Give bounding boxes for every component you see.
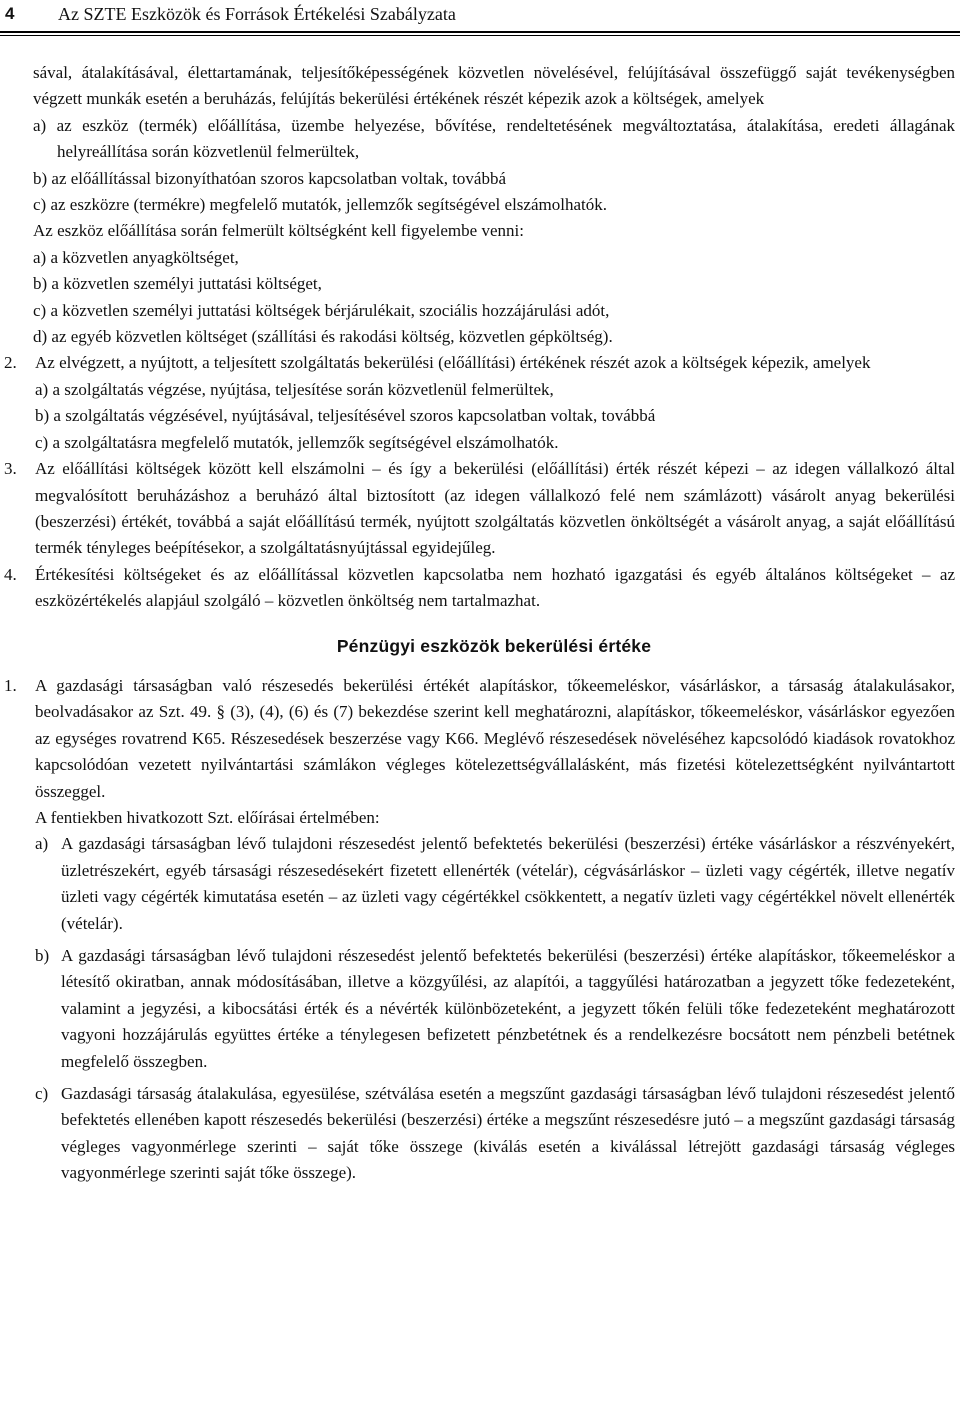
section-item-a-text: A gazdasági társaságban lévő tulajdoni részesedést jelentő befektetés bekerülési (beszerzési) értéke vásárláskor a részvényekért, üzletrészekért, egyéb társasági részesedésekért fizetett ellenérték (vételár), cégvásárláskor – üzleti vagy cégérték, illetve negatív üzleti vagy cégérték kimutatása esetén – az üzleti vagy cégértékkel csökkentett, a negatív üzleti vagy cégértékkel növelt ellenérték (vételár). xyxy=(61,834,955,933)
point-4-text: Értékesítési költségeket és az előállítással közvetlen kapcsolatba nem hozható igazgatási és egyéb általános költségeket – az eszközértékelés alapjául szolgáló – közvetlen önköltség nem tartalmazhat. xyxy=(35,564,955,611)
section-point-1-text: A gazdasági társaságban való részesedés bekerülési értékét alapításkor, tőkeemeléskor, vásárláskor, a társaság átalakulásakor, beolvadásakor az Szt. 49. § (3), (4), (6) és (7) bekezdése szerint kell meghatározni, alapításkor, tőkeemeléskor, vásárláskor egyezően az egységes rovatrend K65. Részesedések beszerzése vagy K66. Meglévő részesedések növeléséhez kapcsolódó kiadások rovatokhoz kapcsolódóan vezetett nyilvántartási számlákon végleges kötelezettségvállalásként, más fizetési kötelezettségként nyilvántartott összeggel. xyxy=(35,675,955,801)
section-point-1 xyxy=(4,673,955,1187)
cost-item-a: a) a közvetlen anyagköltséget, xyxy=(33,247,239,267)
intro-item-a: a) az eszköz (termék) előállítása, üzembe helyezése, bővítése, rendeltetésének megváltoztatása, átalakítása, eredeti állagának helyreállítása során közvetlenül felmerültek, xyxy=(33,115,955,162)
section-item-c-label: c) xyxy=(35,1084,49,1104)
point-2-text: Az elvégzett, a nyújtott, a teljesített szolgáltatás bekerülési (előállítási) értékének részét azok a költségek képezik, amelyek xyxy=(35,353,871,373)
cost-item-d: d) az egyéb közvetlen költséget (szállítási és rakodási költség, közvetlen gépköltség). xyxy=(33,327,613,347)
page-number: 4 xyxy=(5,4,15,23)
page-header xyxy=(0,0,960,36)
point-4-number: 4. xyxy=(4,564,17,584)
point-3-number: 3. xyxy=(4,459,17,479)
section-item-b-text: A gazdasági társaságban lévő tulajdoni részesedést jelentő befektetés bekerülési (beszerzési) értéke alapításkor, tőkeemeléskor a létesítő okiratban, annak módosításában, illetve a közgyűlési, az alapítói, a taggyűlési határozatban a jegyzett tőke fedezeteként, valamint a jegyzési, a kibocsátási érték és a névérték különbözeteként, a jegyzett tőkén felüli tőke fedezeteként meghatározott vagyoni hozzájárulás együttes értéke a ténylegesen befizetett pénzbetétnek és a rendelkezésre bocsátott nem pénzbeli betétnek megfelelő összegben. xyxy=(61,946,955,1071)
intro-item-c: c) az eszközre (termékre) megfelelő mutatók, jellemzők segítségével elszámolhatók. xyxy=(33,195,607,215)
section-item-c xyxy=(35,1081,955,1187)
cost-item-b: b) a közvetlen személyi juttatási költséget, xyxy=(33,274,322,294)
point-3 xyxy=(4,456,955,562)
section-item-b-label: b) xyxy=(35,946,50,965)
intro-item-b: b) az előállítással bizonyíthatóan szoros kapcsolatban voltak, továbbá xyxy=(33,168,507,188)
page-body xyxy=(4,60,955,1187)
cost-item-c: c) a közvetlen személyi juttatási költségek bérjárulékait, szociális hozzájárulási adót, xyxy=(33,300,610,320)
point-2-number: 2. xyxy=(4,353,17,373)
section-heading: Pénzügyi eszközök bekerülési értéke xyxy=(336,635,652,656)
intro-paragraph: sával, átalakításával, élettartamának, teljesítőképességének közvetlen növelésével, felújításával összefüggő saját tevékenységben végzett munkák esetén a beruházás, felújítás bekerülési értékének részét képezik azok a költségek, amelyek xyxy=(33,63,955,109)
intro-second-paragraph: Az eszköz előállítása során felmerült költségként kell figyelembe venni: xyxy=(33,221,524,241)
point-3-text: Az előállítási költségek között kell elszámolni – és így a bekerülési (előállítási) érték részét képezi – az idegen vállalkozó által megvalósított beruházáshoz a beruházó által biztosított (az idegen vállalkozó felé nem számlázott) vásárolt anyag bekerülési (beszerzési) értékét, továbbá a saját előállítású termék, nyújtott szolgáltatás közvetlen önköltségét a vásárolt anyag, a saját előállítású termék tényleges beépítésekor, a szolgáltatásnyújtással egyidejűleg. xyxy=(35,459,955,558)
document-title: Az SZTE Eszközök és Források Értékelési Szabályzata xyxy=(58,4,456,24)
section-point-1-followup: A fentiekben hivatkozott Szt. előírásai értelmében: xyxy=(35,807,380,827)
section-point-1-number: 1. xyxy=(4,675,17,695)
section-item-a xyxy=(35,831,955,937)
section-item-a-label: a) xyxy=(35,834,49,854)
header-rule-thin xyxy=(0,35,960,36)
section-item-b xyxy=(35,943,955,1075)
point-2 xyxy=(4,350,955,456)
point-2-item-c: c) a szolgáltatásra megfelelő mutatók, jellemzők segítségével elszámolhatók. xyxy=(35,432,559,452)
point-4 xyxy=(4,562,955,615)
section-item-c-text: Gazdasági társaság átalakulása, egyesülése, szétválása esetén a megszűnt gazdasági társaságban lévő tulajdoni részesedést jelentő befektetés ellenében kapott részesedés bekerülési (beszerzési) értéke a megszűnt részesedésre jutó – a megszűnt gazdasági társaság végleges vagyonmérlege szerinti – saját tőke összege (kiválás esetén a kiválással létrejött gazdasági társaság végleges vagyonmérlege szerinti saját tőke összege). xyxy=(61,1084,955,1183)
header-rule-thick xyxy=(0,31,960,33)
point-2-item-a: a) a szolgáltatás végzése, nyújtása, teljesítése során közvetlenül felmerültek, xyxy=(35,379,554,399)
point-2-item-b: b) a szolgáltatás végzésével, nyújtásával, teljesítésével szoros kapcsolatban voltak, továbbá xyxy=(35,406,656,426)
